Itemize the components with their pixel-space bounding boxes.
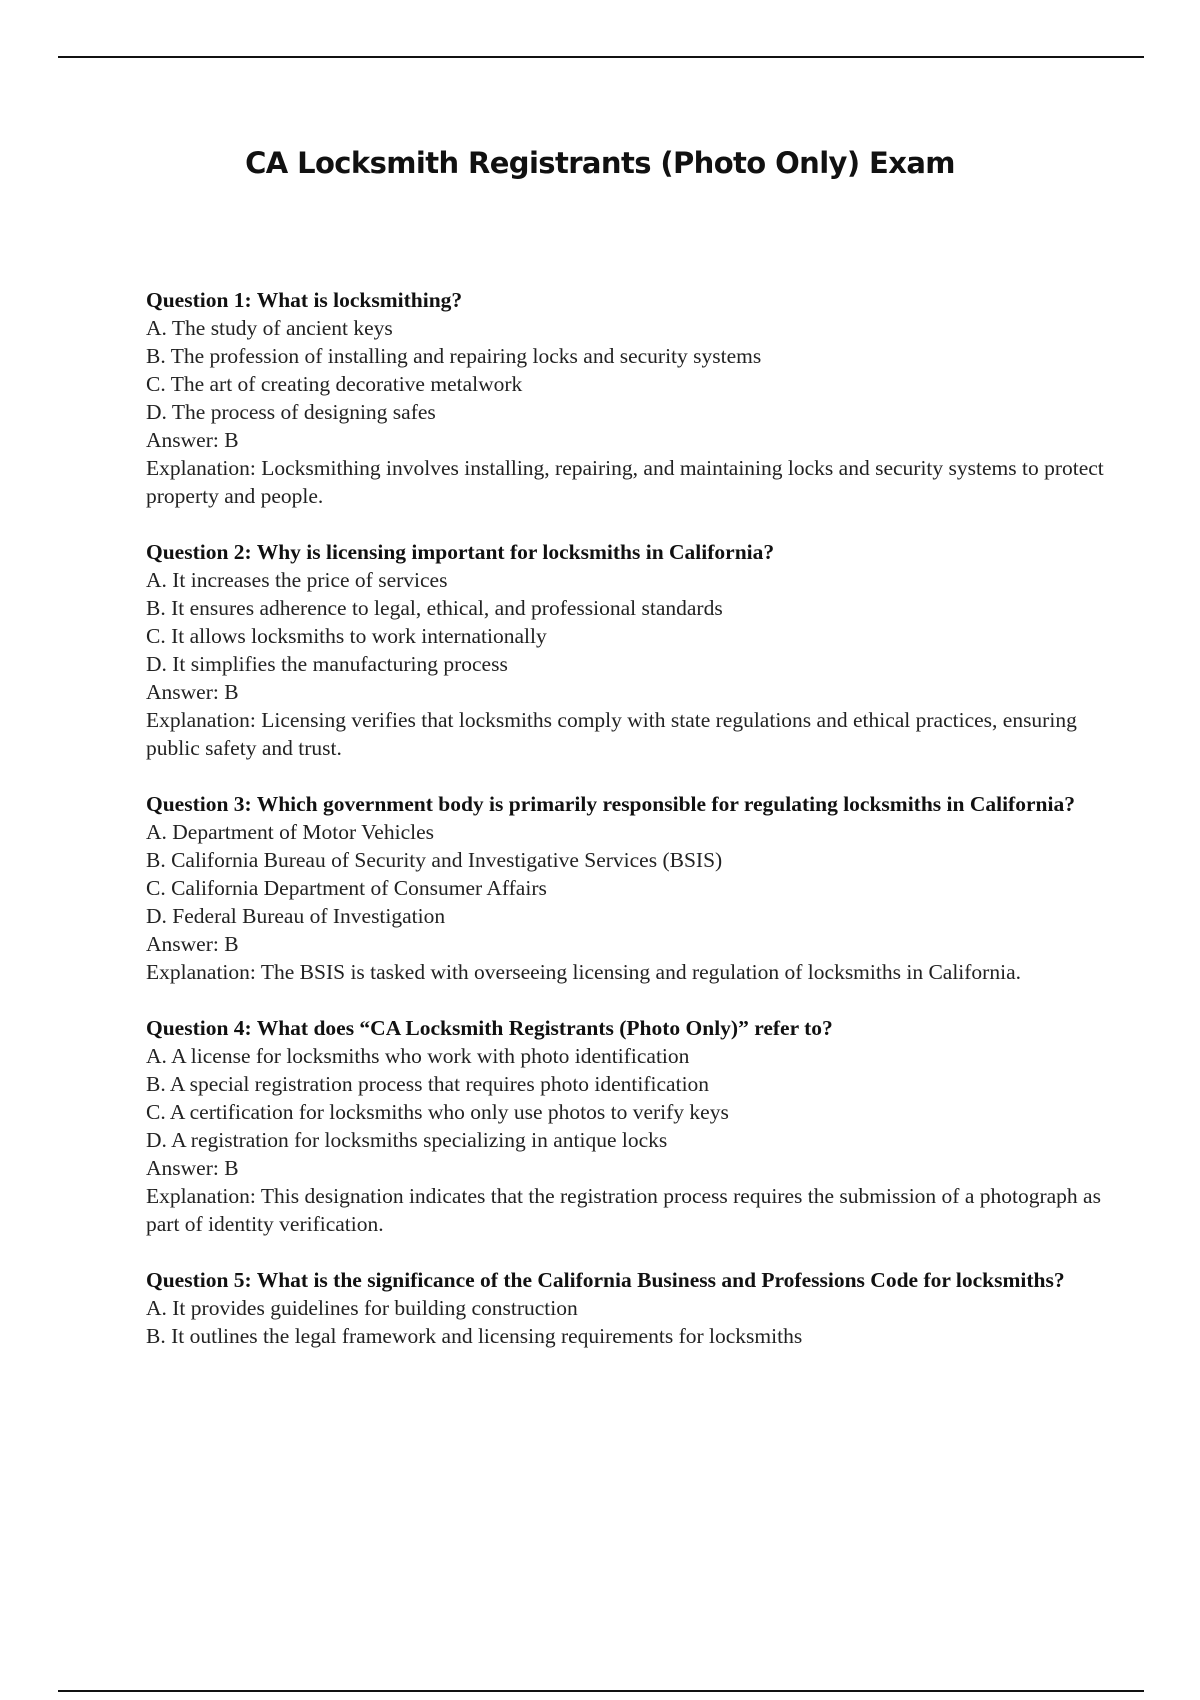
answer-line: Answer: B [146,1156,239,1180]
question-heading: Question 3: Which government body is primarily responsible for regulating locksmiths in California? [146,792,1075,816]
question-list [146,286,1106,1378]
option-d: D. It simplifies the manufacturing process [146,652,508,676]
option-d: D. Federal Bureau of Investigation [146,904,446,928]
option-a: A. It provides guidelines for building construction [146,1296,578,1320]
option-d: D. The process of designing safes [146,400,436,424]
option-c: C. California Department of Consumer Affairs [146,876,547,900]
option-a: A. It increases the price of services [146,568,448,592]
question-heading: Question 2: Why is licensing important for locksmiths in California? [146,540,775,564]
option-b: B. A special registration process that requires photo identification [146,1072,710,1096]
header-rule [58,56,1144,58]
explanation-text: Explanation: The BSIS is tasked with overseeing licensing and regulation of locksmiths in California. [146,960,1021,984]
option-c: C. The art of creating decorative metalwork [146,372,523,396]
option-c: C. A certification for locksmiths who only use photos to verify keys [146,1100,729,1124]
option-b: B. It outlines the legal framework and licensing requirements for locksmiths [146,1324,803,1348]
question-2 [146,538,1106,762]
question-1 [146,286,1106,510]
explanation-text: Explanation: Locksmithing involves installing, repairing, and maintaining locks and security systems to protect property and people. [146,456,1104,508]
option-b: B. California Bureau of Security and Investigative Services (BSIS) [146,848,723,872]
document-title: CA Locksmith Registrants (Photo Only) Exam [245,146,955,180]
explanation-text: Explanation: Licensing verifies that locksmiths comply with state regulations and ethical practices, ensuring public safety and trust. [146,708,1077,760]
answer-line: Answer: B [146,932,239,956]
option-a: A. A license for locksmiths who work with photo identification [146,1044,690,1068]
option-c: C. It allows locksmiths to work internationally [146,624,547,648]
question-heading: Question 5: What is the significance of the California Business and Professions Code for locksmiths? [146,1268,1065,1292]
answer-line: Answer: B [146,428,239,452]
option-d: D. A registration for locksmiths specializing in antique locks [146,1128,668,1152]
option-b: B. The profession of installing and repairing locks and security systems [146,344,762,368]
option-a: A. Department of Motor Vehicles [146,820,434,844]
question-5 [146,1266,1106,1350]
question-3 [146,790,1106,986]
explanation-text: Explanation: This designation indicates that the registration process requires the submission of a photograph as part of identity verification. [146,1184,1101,1236]
question-heading: Question 1: What is locksmithing? [146,288,463,312]
answer-line: Answer: B [146,680,239,704]
question-4 [146,1014,1106,1238]
option-a: A. The study of ancient keys [146,316,393,340]
footer-rule [58,1690,1144,1692]
option-b: B. It ensures adherence to legal, ethical, and professional standards [146,596,723,620]
question-heading: Question 4: What does “CA Locksmith Registrants (Photo Only)” refer to? [146,1016,833,1040]
